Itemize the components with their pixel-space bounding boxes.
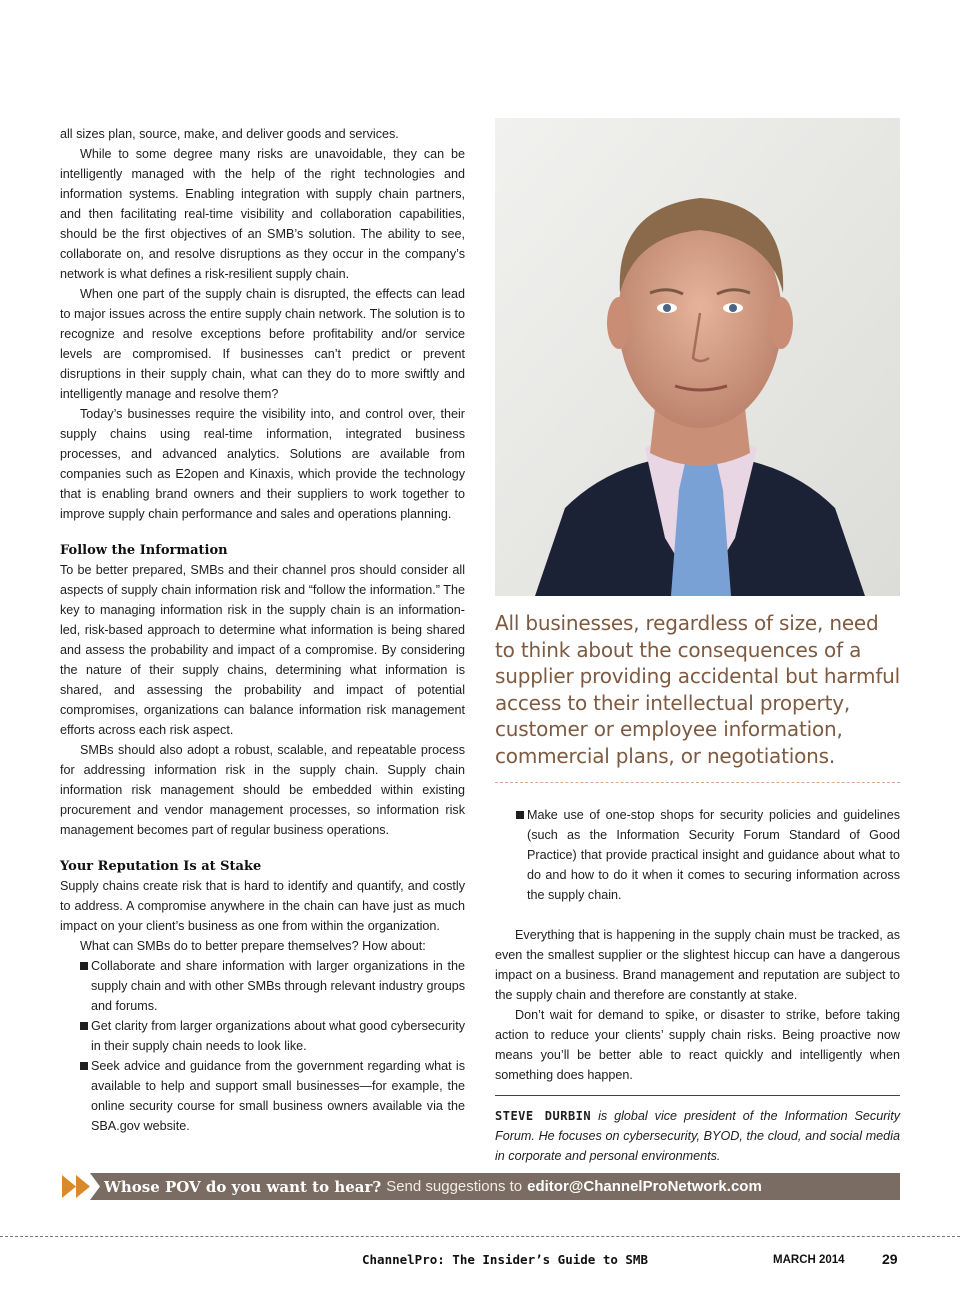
author-bio bbox=[495, 1106, 900, 1166]
portrait-illustration bbox=[495, 118, 900, 596]
dashed-divider bbox=[495, 782, 900, 783]
paragraph: SMBs should also adopt a robust, scalable, and repeatable process for addressing information risk in the supply chain. Supply chain information risk management should be embedded within existing procurement and vendor management processes, so information risk management becomes part of regular business operations. bbox=[60, 743, 465, 837]
bio-divider bbox=[495, 1095, 900, 1096]
left-column bbox=[60, 124, 465, 1136]
paragraph: To be better prepared, SMBs and their channel pros should consider all aspects of supply chain information risk and “follow the information.” The key to managing information risk in the supply chain is an information-led, risk-based approach to determine what information is being shared and assess the probability and impact of a compromise. By considering the nature of their supply chains, determining what information is shared, and assessing the probability and impact of potential compromises, organizations can balance information risk management efforts across each risk aspect. bbox=[60, 563, 465, 737]
section-heading-follow-information: Follow the Information bbox=[60, 543, 228, 558]
footer-publication: ChannelPro: The Insider’s Guide to SMB bbox=[362, 1252, 648, 1267]
right-column bbox=[495, 118, 900, 1166]
paragraph: When one part of the supply chain is disrupted, the effects can lead to major issues across the entire supply chain network. The solution is to recognize and resolve exceptions before profitability and/or service levels are compromised. If businesses can’t predict or prevent disruptions in their supply chain, what can they do to more swiftly and intelligently manage and resolve them? bbox=[60, 287, 465, 401]
footer-date: MARCH 2014 bbox=[773, 1254, 845, 1266]
pull-quote: All businesses, regardless of size, need to think about the consequences of a supplier providing accidental but harmful access to their intellectual property, customer or employee information, commercial plans, or negotiations. bbox=[495, 611, 900, 768]
bullet-square-icon bbox=[516, 811, 524, 819]
paragraph: While to some degree many risks are unavoidable, they can be intelligently managed with the help of the right technologies and information systems. Enabling integration with supply chain partners, and then facilitating real-time visibility and collaboration capabilities, should be the first objectives of an SMB’s solution. The ability to see, collaborate on, and resolve disruptions as they occur in the company’s network is what defines a risk-resilient supply chain. bbox=[60, 147, 465, 281]
banner-email-link[interactable]: editor@ChannelProNetwork.com bbox=[527, 1178, 762, 1195]
author-name: STEVE DURBIN bbox=[495, 1108, 592, 1123]
list-item: Collaborate and share information with larger organizations in the supply chain and with other SMBs through relevant industry groups and forums. bbox=[60, 956, 465, 1016]
list-item: Seek advice and guidance from the government regarding what is available to help and support small businesses—for example, the online security course for small business owners available via the SBA.gov website. bbox=[60, 1056, 465, 1136]
paragraph: Today’s businesses require the visibility into, and control over, their supply chains using real-time information, integrated business processes, and advanced analytics. Solutions are available from companies such as E2open and Kinaxis, which provide the technology that is enabling brand owners and their suppliers to work together to improve supply chain performance and sales and operations planning. bbox=[60, 407, 465, 521]
page-number: 29 bbox=[882, 1251, 898, 1267]
banner-send-text: Send suggestions to bbox=[386, 1178, 523, 1195]
author-portrait-photo bbox=[495, 118, 900, 596]
bullet-list bbox=[495, 805, 900, 905]
author-description: is global vice president of the Information Security Forum. He focuses on cybersecurity, BYOD, the cloud, and social media in corporate and personal environments. bbox=[495, 1108, 901, 1163]
pov-banner bbox=[60, 1173, 900, 1200]
bullet-list bbox=[60, 956, 465, 1136]
bullet-square-icon bbox=[80, 1062, 88, 1070]
banner-question: Whose POV do you want to hear? bbox=[104, 1177, 382, 1196]
bullet-square-icon bbox=[80, 962, 88, 970]
double-arrow-icon bbox=[60, 1173, 100, 1200]
section-heading-reputation: Your Reputation Is at Stake bbox=[60, 859, 262, 874]
list-item: Get clarity from larger organizations about what good cybersecurity in their supply chain needs to look like. bbox=[60, 1016, 465, 1056]
list-item: Make use of one-stop shops for security policies and guidelines (such as the Information Security Forum Standard of Good Practice) that provide practical insight and guidance about what to do and how to do it when it comes to securing information across the supply chain. bbox=[495, 805, 900, 905]
footer-divider bbox=[0, 1236, 960, 1237]
paragraph: What can SMBs do to better prepare themselves? How about: bbox=[80, 939, 426, 953]
paragraph: Supply chains create risk that is hard to identify and quantify, and costly to address. A compromise anywhere in the chain can have just as much impact on your client’s business as one from within the organization. bbox=[60, 879, 465, 933]
paragraph: Don’t wait for demand to spike, or disaster to strike, before taking action to reduce your clients’ supply chain risks. Being proactive now means you’ll be better able to react quickly and intelligently when something does happen. bbox=[495, 1007, 900, 1082]
paragraph: Everything that is happening in the supply chain must be tracked, as even the smallest supplier or the slightest hiccup can have a dangerous impact on a business. Brand management and reputation are subject to the supply chain and therefore are constantly at stake. bbox=[495, 927, 900, 1002]
bullet-square-icon bbox=[80, 1022, 88, 1030]
paragraph: all sizes plan, source, make, and deliver goods and services. bbox=[60, 127, 399, 141]
